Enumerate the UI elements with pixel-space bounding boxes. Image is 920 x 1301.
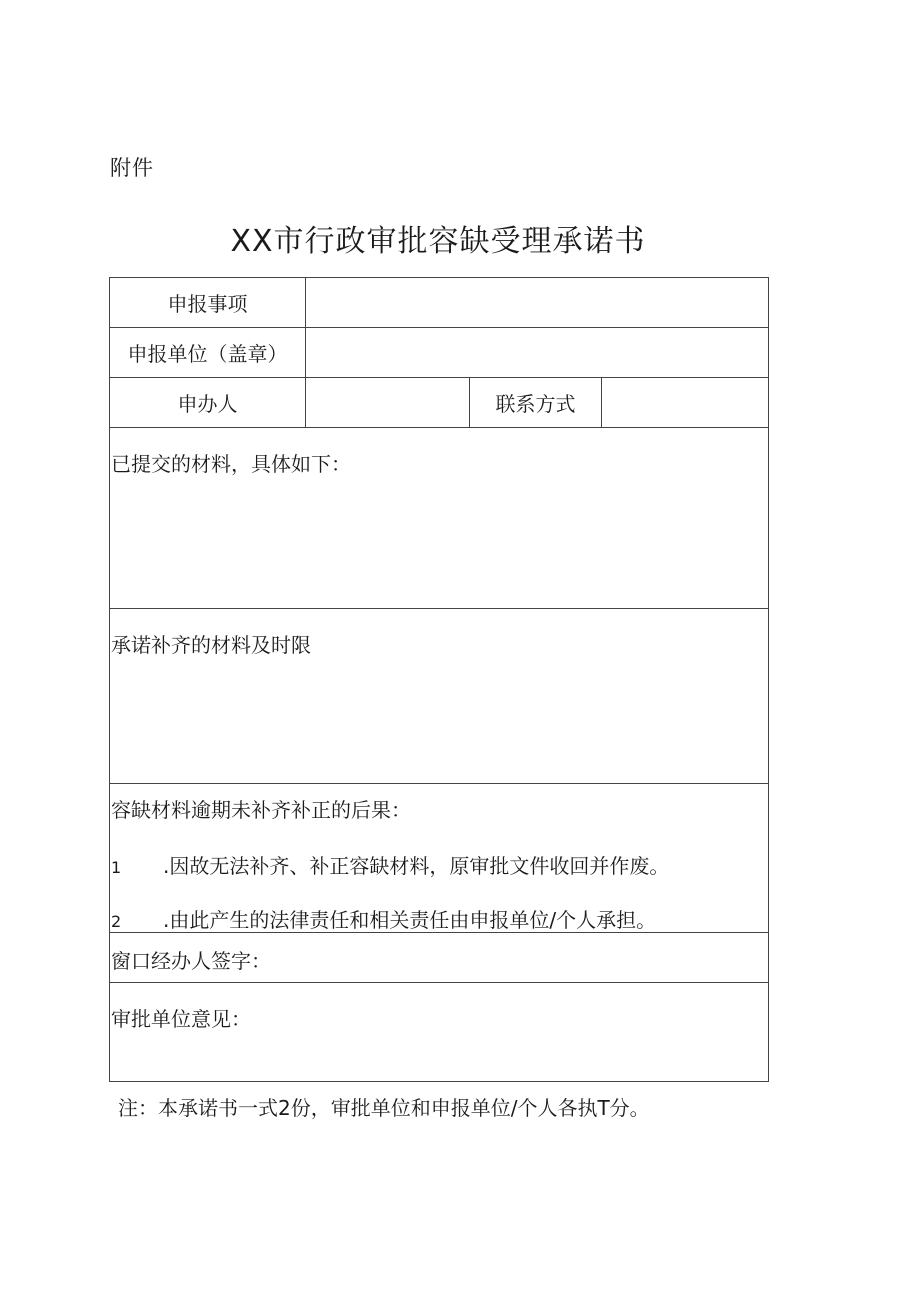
consequence-item <box>111 850 669 879</box>
contact-label: 联系方式 <box>470 378 602 427</box>
attachment-label: 附件 <box>110 156 154 180</box>
consequence-item <box>111 904 656 933</box>
row-application-item <box>110 278 768 328</box>
row-approval-opinion[interactable] <box>110 983 768 1081</box>
document-title-text: XX市行政审批容缺受理承诺书 <box>230 224 646 259</box>
document-title <box>0 216 920 260</box>
consequences-label: 容缺材料逾期未补齐补正的后果： <box>111 798 411 822</box>
consequence-number: 2 <box>111 912 122 931</box>
application-item-label: 申报事项 <box>110 278 306 327</box>
consequence-text: .由此产生的法律责任和相关责任由申报单位/个人承担。 <box>163 908 657 932</box>
window-signature-label: 窗口经办人签字： <box>111 949 271 973</box>
consequence-number: 1 <box>111 858 122 877</box>
application-item-field[interactable] <box>306 278 768 327</box>
applicant-unit-label: 申报单位（盖章） <box>110 328 306 377</box>
row-promised-materials[interactable] <box>110 609 768 784</box>
footer-note: 注：本承诺书一式2份，审批单位和申报单位/个人各执T分。 <box>118 1096 650 1120</box>
row-submitted-materials[interactable] <box>110 428 768 609</box>
submitted-materials-label: 已提交的材料，具体如下： <box>111 452 351 476</box>
row-consequences <box>110 784 768 933</box>
handler-field[interactable] <box>306 378 470 427</box>
contact-field[interactable] <box>602 378 768 427</box>
row-window-signature[interactable] <box>110 933 768 983</box>
commitment-form <box>109 277 769 1082</box>
handler-label: 申办人 <box>110 378 306 427</box>
promised-materials-label: 承诺补齐的材料及时限 <box>111 633 311 657</box>
applicant-unit-field[interactable] <box>306 328 768 377</box>
row-applicant-unit <box>110 328 768 378</box>
row-handler-contact <box>110 378 768 428</box>
consequence-text: .因故无法补齐、补正容缺材料，原审批文件收回并作废。 <box>163 854 670 878</box>
approval-opinion-label: 审批单位意见： <box>111 1007 251 1031</box>
